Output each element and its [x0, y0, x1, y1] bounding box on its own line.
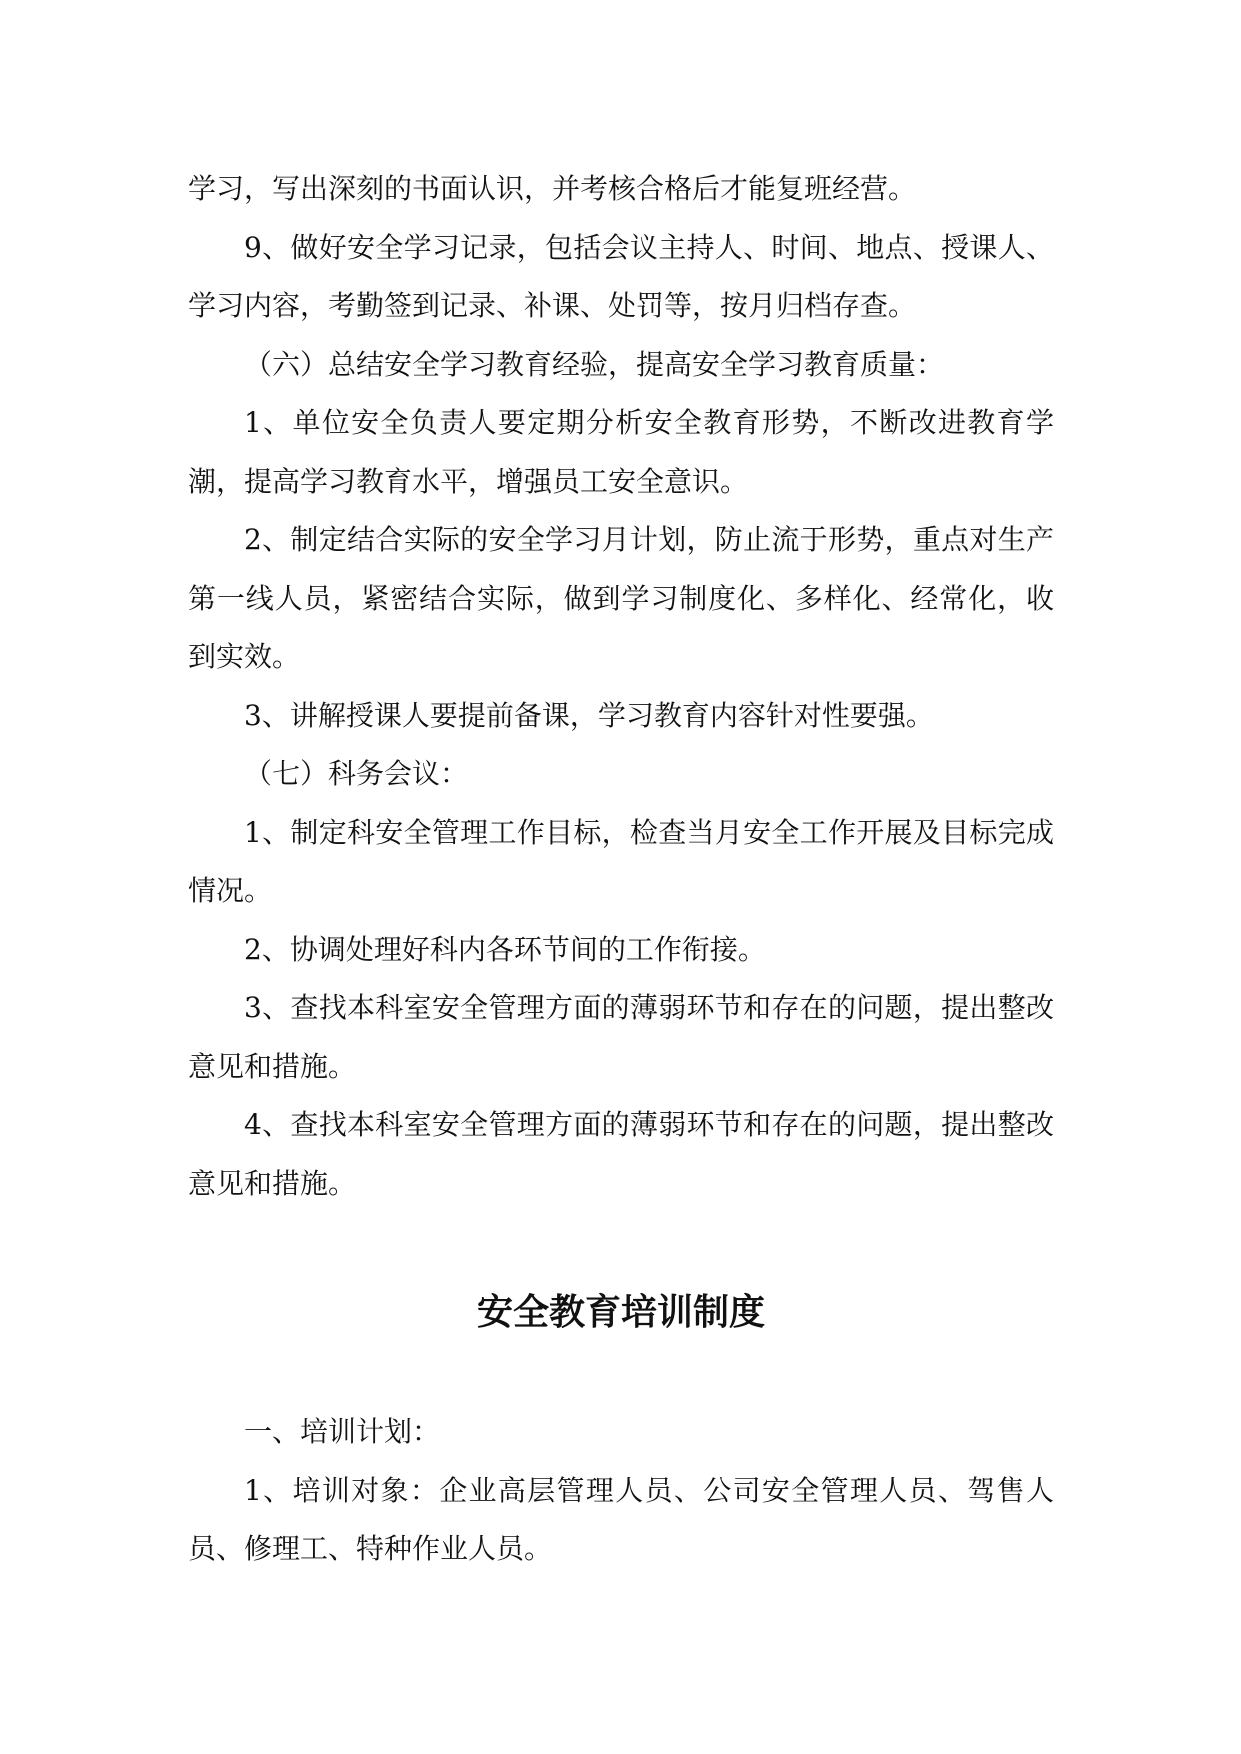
- paragraph: 1、制定科安全管理工作目标，检查当月安全工作开展及目标完成情况。: [188, 815, 1054, 907]
- document-page: [188, 160, 1054, 1579]
- paragraph: 2、协调处理好科内各环节间的工作衔接。: [244, 932, 766, 966]
- section-title: 安全教育培训制度: [476, 1292, 765, 1333]
- document-body-top: [188, 160, 1054, 1213]
- section-heading-7: （七）科务会议：: [244, 757, 469, 790]
- paragraph: 3、讲解授课人要提前备课，学习教育内容针对性要强。: [244, 698, 934, 732]
- paragraph: 3、查找本科室安全管理方面的薄弱环节和存在的问题，提出整改意见和措施。: [188, 991, 1054, 1083]
- paragraph: 9、做好安全学习记录，包括会议主持人、时间、地点、授课人、学习内容，考勤签到记录、补课、处罚等，按月归档存查。: [188, 230, 1054, 322]
- section-heading-6: （六）总结安全学习教育经验，提高安全学习教育质量：: [244, 347, 945, 381]
- document-body-bottom: [188, 1403, 1054, 1579]
- section-heading-1: 一、培训计划：: [244, 1415, 441, 1448]
- spacer: [188, 1213, 1054, 1273]
- paragraph: 2、制定结合实际的安全学习月计划，防止流于形势，重点对生产第一线人员，紧密结合实际，做到学习制度化、多样化、经常化，收到实效。: [188, 523, 1054, 673]
- spacer: [188, 1353, 1054, 1403]
- paragraph: 学习，写出深刻的书面认识，并考核合格后才能复班经营。: [188, 172, 917, 205]
- paragraph: 1、培训对象：企业高层管理人员、公司安全管理人员、驾售人员、修理工、特种作业人员。: [188, 1473, 1054, 1565]
- paragraph: 1、单位安全负责人要定期分析安全教育形势，不断改进教育学潮，提高学习教育水平，增强员工安全意识。: [188, 406, 1054, 498]
- paragraph: 4、查找本科室安全管理方面的薄弱环节和存在的问题，提出整改意见和措施。: [188, 1108, 1054, 1200]
